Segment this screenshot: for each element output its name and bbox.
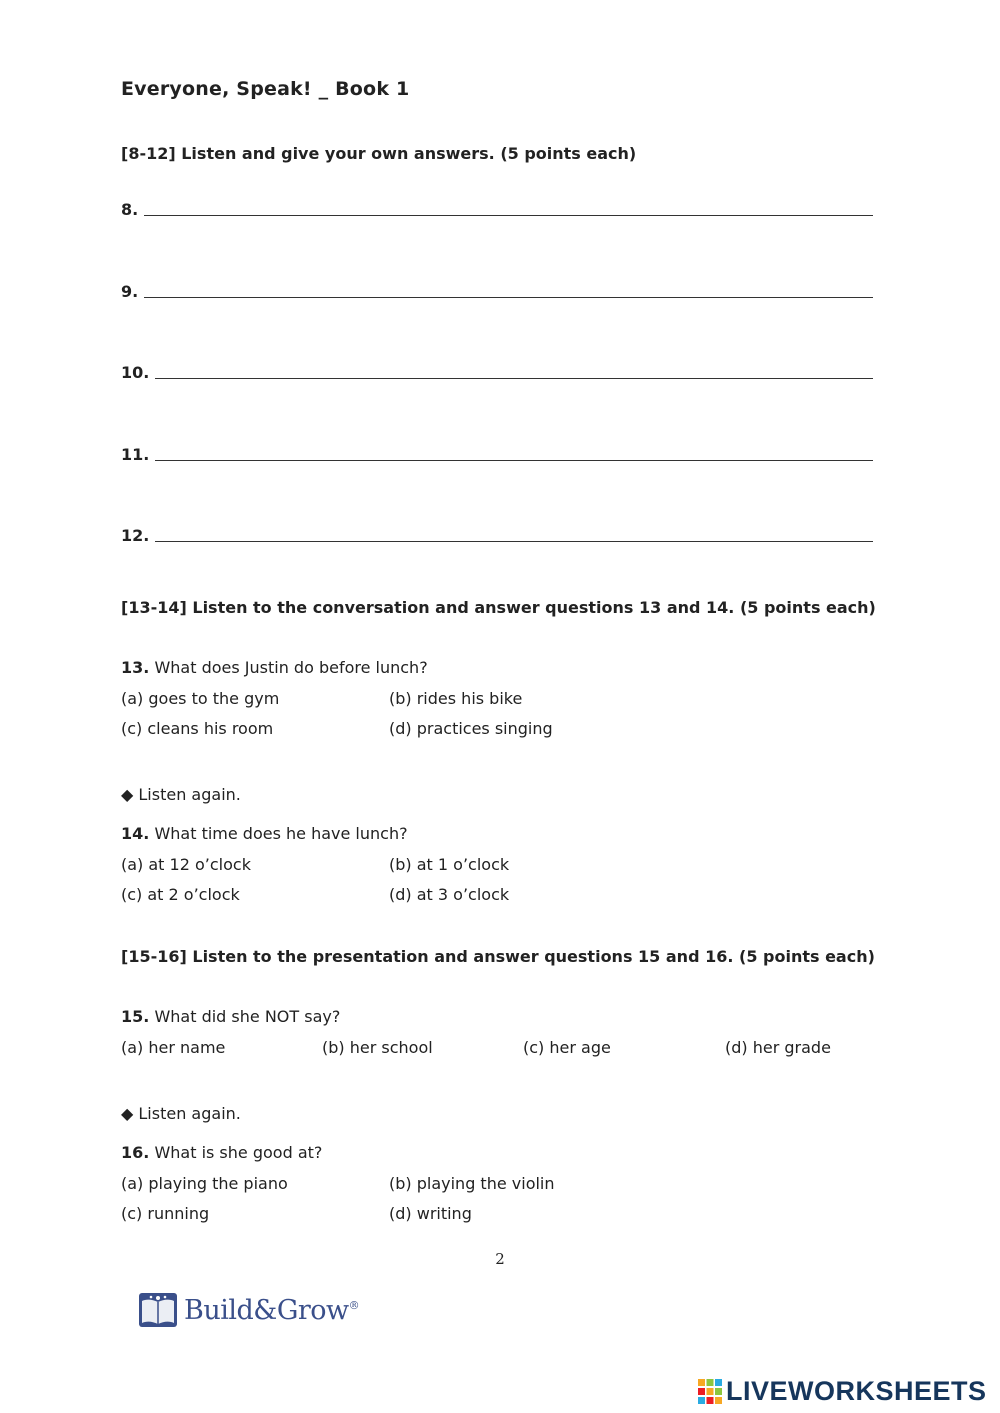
book-icon bbox=[138, 1290, 178, 1330]
answer-line[interactable] bbox=[155, 362, 873, 379]
q16-option-d[interactable]: (d) writing bbox=[389, 1204, 472, 1223]
question-13 bbox=[121, 653, 428, 683]
q16-option-a[interactable]: (a) playing the piano bbox=[121, 1174, 288, 1193]
q13-option-d[interactable]: (d) practices singing bbox=[389, 719, 553, 738]
q13-option-c[interactable]: (c) cleans his room bbox=[121, 719, 274, 738]
question-text: What does Justin do before lunch? bbox=[154, 658, 428, 677]
answer-number: 9. bbox=[121, 282, 139, 301]
section-instruction-13-14: [13-14] Listen to the conversation and answer questions 13 and 14. (5 points each) bbox=[121, 598, 876, 617]
document-title: Everyone, Speak! _ Book 1 bbox=[121, 78, 410, 100]
answer-row-9 bbox=[121, 281, 873, 301]
section-instruction-15-16: [15-16] Listen to the presentation and answer questions 15 and 16. (5 points each) bbox=[121, 947, 875, 966]
answer-number: 8. bbox=[121, 200, 139, 219]
question-15 bbox=[121, 1002, 340, 1032]
liveworksheets-icon bbox=[697, 1378, 723, 1406]
answer-row-8 bbox=[121, 199, 873, 219]
answer-row-10 bbox=[121, 362, 873, 382]
answer-row-12 bbox=[121, 525, 873, 545]
answer-line[interactable] bbox=[155, 444, 873, 461]
answer-line[interactable] bbox=[144, 281, 873, 298]
build-and-grow-logo bbox=[138, 1290, 359, 1330]
q15-option-a[interactable]: (a) her name bbox=[121, 1038, 226, 1057]
section-instruction-8-12: [8-12] Listen and give your own answers. (5 points each) bbox=[121, 144, 637, 163]
question-number: 15. bbox=[121, 1007, 150, 1026]
question-text: What is she good at? bbox=[154, 1143, 323, 1162]
question-number: 14. bbox=[121, 824, 150, 843]
answer-line[interactable] bbox=[155, 525, 873, 542]
q14-option-d[interactable]: (d) at 3 o’clock bbox=[389, 885, 510, 904]
answer-number: 12. bbox=[121, 526, 150, 545]
question-text: What time does he have lunch? bbox=[154, 824, 408, 843]
q15-option-b[interactable]: (b) her school bbox=[322, 1038, 433, 1057]
q16-option-b[interactable]: (b) playing the violin bbox=[389, 1174, 555, 1193]
page-number: 2 bbox=[495, 1250, 505, 1268]
question-16 bbox=[121, 1138, 322, 1168]
answer-number: 11. bbox=[121, 445, 150, 464]
watermark-text: LIVEWORKSHEETS bbox=[726, 1376, 987, 1406]
question-number: 16. bbox=[121, 1143, 150, 1162]
listen-again-note: ◆ Listen again. bbox=[121, 785, 241, 804]
q14-option-b[interactable]: (b) at 1 o’clock bbox=[389, 855, 510, 874]
brand-name: Build&Grow® bbox=[184, 1294, 360, 1326]
answer-number: 10. bbox=[121, 363, 150, 382]
answer-line[interactable] bbox=[144, 199, 873, 216]
question-14 bbox=[121, 819, 408, 849]
q15-option-c[interactable]: (c) her age bbox=[523, 1038, 611, 1057]
q13-option-a[interactable]: (a) goes to the gym bbox=[121, 689, 280, 708]
answer-row-11 bbox=[121, 444, 873, 464]
q14-option-a[interactable]: (a) at 12 o’clock bbox=[121, 855, 251, 874]
question-number: 13. bbox=[121, 658, 150, 677]
listen-again-note: ◆ Listen again. bbox=[121, 1104, 241, 1123]
q13-option-b[interactable]: (b) rides his bike bbox=[389, 689, 523, 708]
liveworksheets-watermark bbox=[697, 1376, 987, 1407]
question-text: What did she NOT say? bbox=[154, 1007, 341, 1026]
q14-option-c[interactable]: (c) at 2 o’clock bbox=[121, 885, 240, 904]
q16-option-c[interactable]: (c) running bbox=[121, 1204, 210, 1223]
q15-option-d[interactable]: (d) her grade bbox=[725, 1038, 831, 1057]
